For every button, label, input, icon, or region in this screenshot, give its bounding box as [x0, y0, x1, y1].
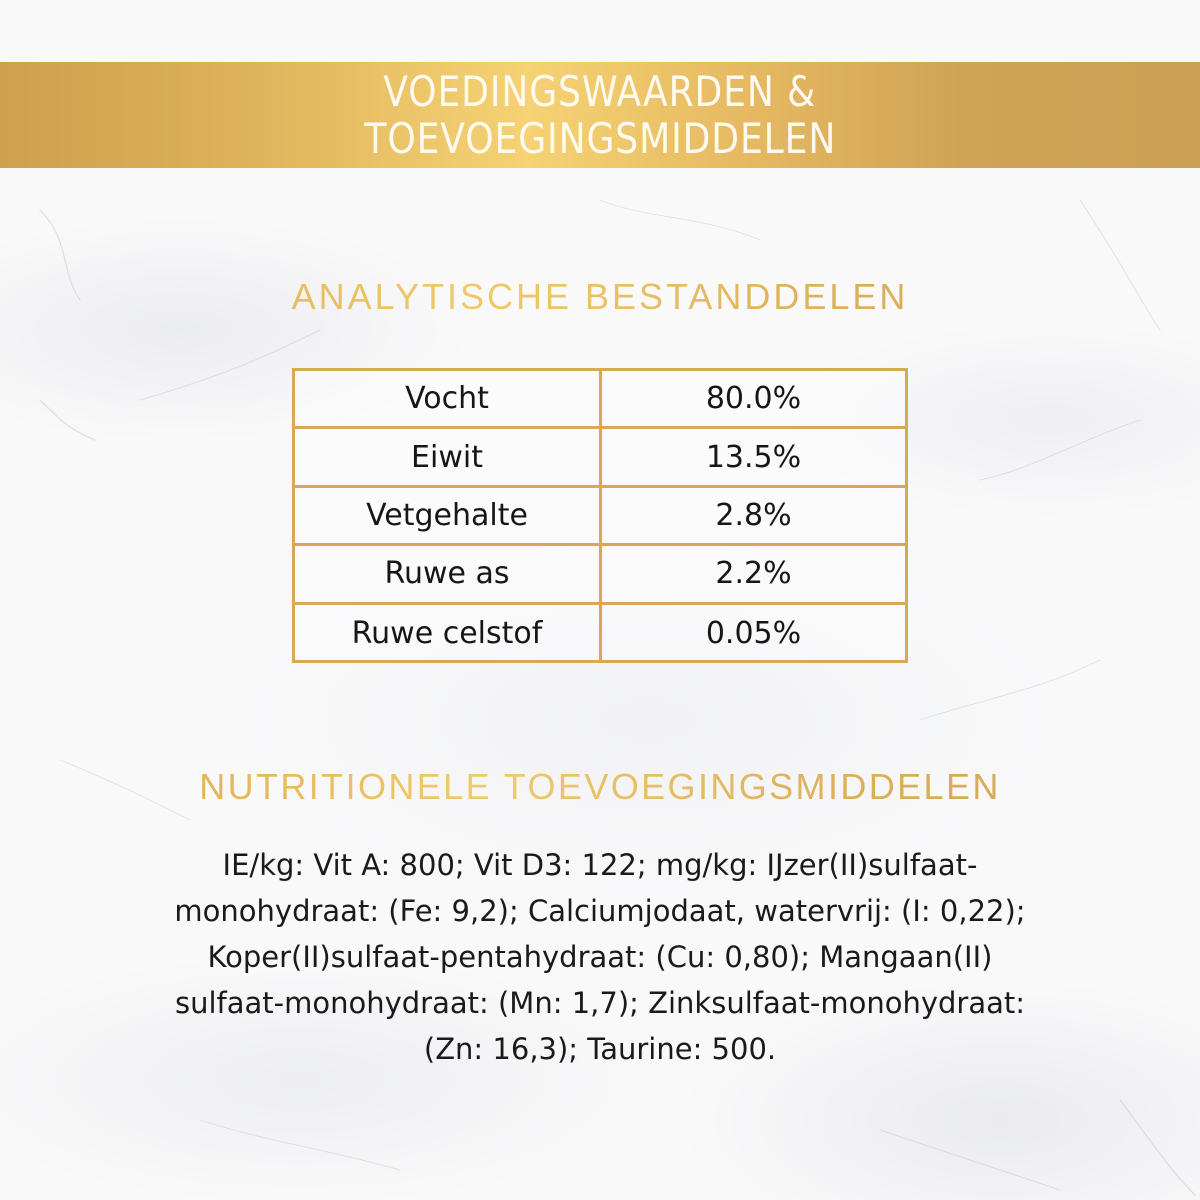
table-row — [295, 488, 905, 546]
additives-paragraph — [60, 842, 1140, 1072]
additives-line: (Zn: 16,3); Taurine: 500. — [423, 1032, 777, 1066]
additives-line: IE/kg: Vit A: 800; Vit D3: 122; mg/kg: IJzer(II)sulfaat- — [222, 848, 978, 882]
table-row — [295, 371, 905, 429]
banner-title-line-1: VOEDINGSWAARDEN & — [383, 67, 817, 116]
table-row — [295, 429, 905, 487]
row-label: Ruwe celstof — [295, 605, 602, 663]
row-value: 2.8% — [715, 497, 792, 533]
banner-title-line-2: TOEVOEGINGSMIDDELEN — [364, 114, 836, 163]
additives-line: sulfaat-monohydraat: (Mn: 1,7); Zinksulfaat-monohydraat: — [174, 986, 1026, 1020]
analytics-heading: ANALYTISCHE BESTANDDELEN — [0, 276, 1200, 318]
table-row — [295, 605, 905, 663]
additives-line: monohydraat: (Fe: 9,2); Calciumjodaat, watervrij: (I: 0,22); — [174, 894, 1026, 928]
title-banner — [0, 62, 1200, 168]
row-label: Vocht — [295, 371, 602, 426]
row-label: Eiwit — [295, 429, 602, 484]
additives-heading: NUTRITIONELE TOEVOEGINGSMIDDELEN — [0, 766, 1200, 808]
row-label: Vetgehalte — [295, 488, 602, 543]
row-value: 0.05% — [705, 616, 802, 652]
row-value: 2.2% — [715, 556, 792, 592]
row-label: Ruwe as — [295, 546, 602, 601]
row-value: 13.5% — [705, 439, 802, 475]
table-row — [295, 546, 905, 604]
additives-line: Koper(II)sulfaat-pentahydraat: (Cu: 0,80); Mangaan(II) — [207, 940, 993, 974]
row-value: 80.0% — [705, 381, 802, 417]
analytics-table — [292, 368, 908, 663]
